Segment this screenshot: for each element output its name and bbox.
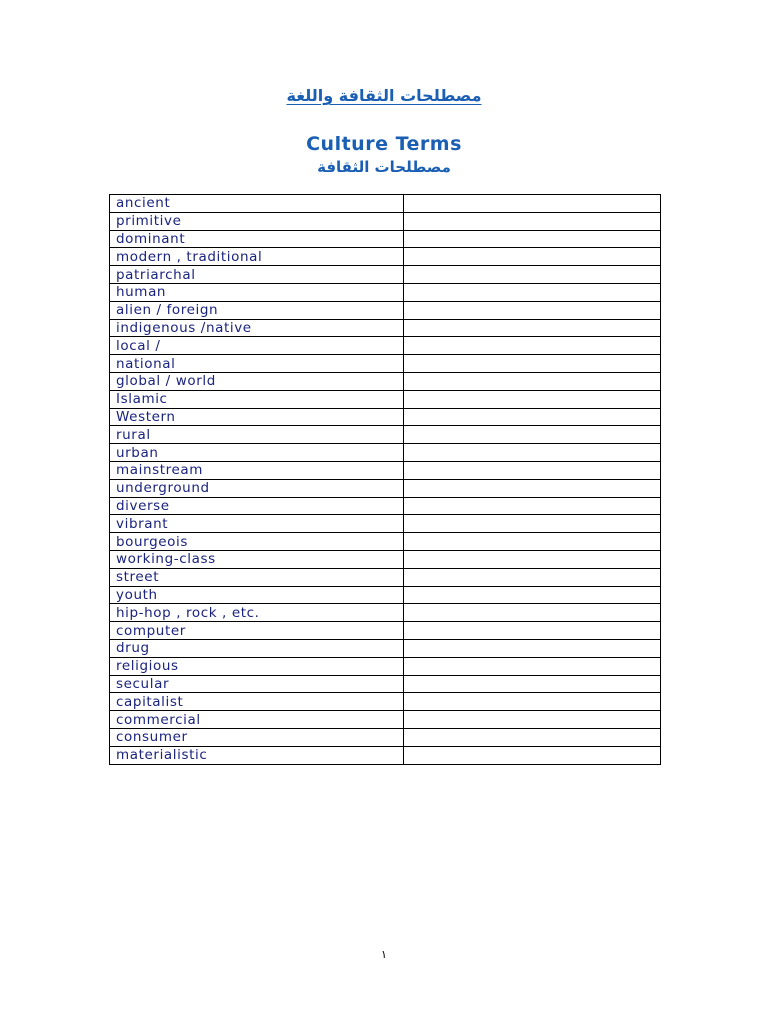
table-row xyxy=(110,230,661,248)
translation-cell xyxy=(404,266,661,284)
table-row xyxy=(110,283,661,301)
table-row xyxy=(110,746,661,764)
translation-cell xyxy=(404,301,661,319)
term-cell: alien / foreign xyxy=(110,301,404,319)
translation-cell xyxy=(404,444,661,462)
translation-cell xyxy=(404,390,661,408)
term-cell: capitalist xyxy=(110,693,404,711)
translation-cell xyxy=(404,283,661,301)
translation-cell xyxy=(404,515,661,533)
table-row xyxy=(110,622,661,640)
table-row xyxy=(110,604,661,622)
term-cell: diverse xyxy=(110,497,404,515)
arabic-title-text: مصطلحات الثقافة واللغة xyxy=(286,86,482,105)
translation-cell xyxy=(404,195,661,213)
table-row xyxy=(110,533,661,551)
term-cell: computer xyxy=(110,622,404,640)
translation-cell xyxy=(404,568,661,586)
term-cell: secular xyxy=(110,675,404,693)
term-cell: underground xyxy=(110,479,404,497)
table-row xyxy=(110,550,661,568)
translation-cell xyxy=(404,248,661,266)
term-cell: religious xyxy=(110,657,404,675)
translation-cell xyxy=(404,497,661,515)
term-cell: indigenous /native xyxy=(110,319,404,337)
term-cell: bourgeois xyxy=(110,533,404,551)
translation-cell xyxy=(404,479,661,497)
translation-cell xyxy=(404,533,661,551)
table-row xyxy=(110,728,661,746)
term-cell: working-class xyxy=(110,550,404,568)
table-row xyxy=(110,426,661,444)
table-row xyxy=(110,497,661,515)
term-cell: human xyxy=(110,283,404,301)
translation-cell xyxy=(404,693,661,711)
table-row xyxy=(110,568,661,586)
term-cell: patriarchal xyxy=(110,266,404,284)
term-cell: hip-hop , rock , etc. xyxy=(110,604,404,622)
table-row xyxy=(110,248,661,266)
term-cell: local / xyxy=(110,337,404,355)
table-row xyxy=(110,515,661,533)
table-row xyxy=(110,195,661,213)
term-cell: modern , traditional xyxy=(110,248,404,266)
table-row xyxy=(110,639,661,657)
translation-cell xyxy=(404,604,661,622)
translation-cell xyxy=(404,230,661,248)
arabic-subtitle: مصطلحات الثقافة xyxy=(317,158,451,176)
term-cell: Islamic xyxy=(110,390,404,408)
term-cell: Western xyxy=(110,408,404,426)
translation-cell xyxy=(404,675,661,693)
translation-cell xyxy=(404,461,661,479)
term-cell: drug xyxy=(110,639,404,657)
translation-cell xyxy=(404,657,661,675)
translation-cell xyxy=(404,728,661,746)
table-row xyxy=(110,355,661,373)
arabic-title xyxy=(0,86,768,105)
table-row xyxy=(110,390,661,408)
table-row xyxy=(110,693,661,711)
translation-cell xyxy=(404,711,661,729)
table-row xyxy=(110,675,661,693)
term-cell: youth xyxy=(110,586,404,604)
translation-cell xyxy=(404,212,661,230)
table-row xyxy=(110,586,661,604)
table-row xyxy=(110,479,661,497)
translation-cell xyxy=(404,550,661,568)
term-cell: dominant xyxy=(110,230,404,248)
terms-table-body xyxy=(110,195,661,765)
translation-cell xyxy=(404,408,661,426)
term-cell: consumer xyxy=(110,728,404,746)
term-cell: vibrant xyxy=(110,515,404,533)
term-cell: rural xyxy=(110,426,404,444)
translation-cell xyxy=(404,355,661,373)
table-row xyxy=(110,461,661,479)
translation-cell xyxy=(404,586,661,604)
page-title: Culture Terms xyxy=(306,133,462,155)
translation-cell xyxy=(404,639,661,657)
translation-cell xyxy=(404,372,661,390)
page-number: ١ xyxy=(381,948,387,961)
translation-cell xyxy=(404,426,661,444)
table-row xyxy=(110,657,661,675)
table-row xyxy=(110,337,661,355)
table-row xyxy=(110,444,661,462)
table-row xyxy=(110,266,661,284)
term-cell: commercial xyxy=(110,711,404,729)
table-row xyxy=(110,408,661,426)
table-row xyxy=(110,212,661,230)
term-cell: street xyxy=(110,568,404,586)
term-cell: urban xyxy=(110,444,404,462)
table-row xyxy=(110,711,661,729)
term-cell: mainstream xyxy=(110,461,404,479)
translation-cell xyxy=(404,319,661,337)
terms-table xyxy=(109,194,661,765)
translation-cell xyxy=(404,622,661,640)
translation-cell xyxy=(404,337,661,355)
table-row xyxy=(110,372,661,390)
translation-cell xyxy=(404,746,661,764)
term-cell: materialistic xyxy=(110,746,404,764)
term-cell: national xyxy=(110,355,404,373)
term-cell: global / world xyxy=(110,372,404,390)
table-row xyxy=(110,319,661,337)
table-row xyxy=(110,301,661,319)
term-cell: ancient xyxy=(110,195,404,213)
term-cell: primitive xyxy=(110,212,404,230)
